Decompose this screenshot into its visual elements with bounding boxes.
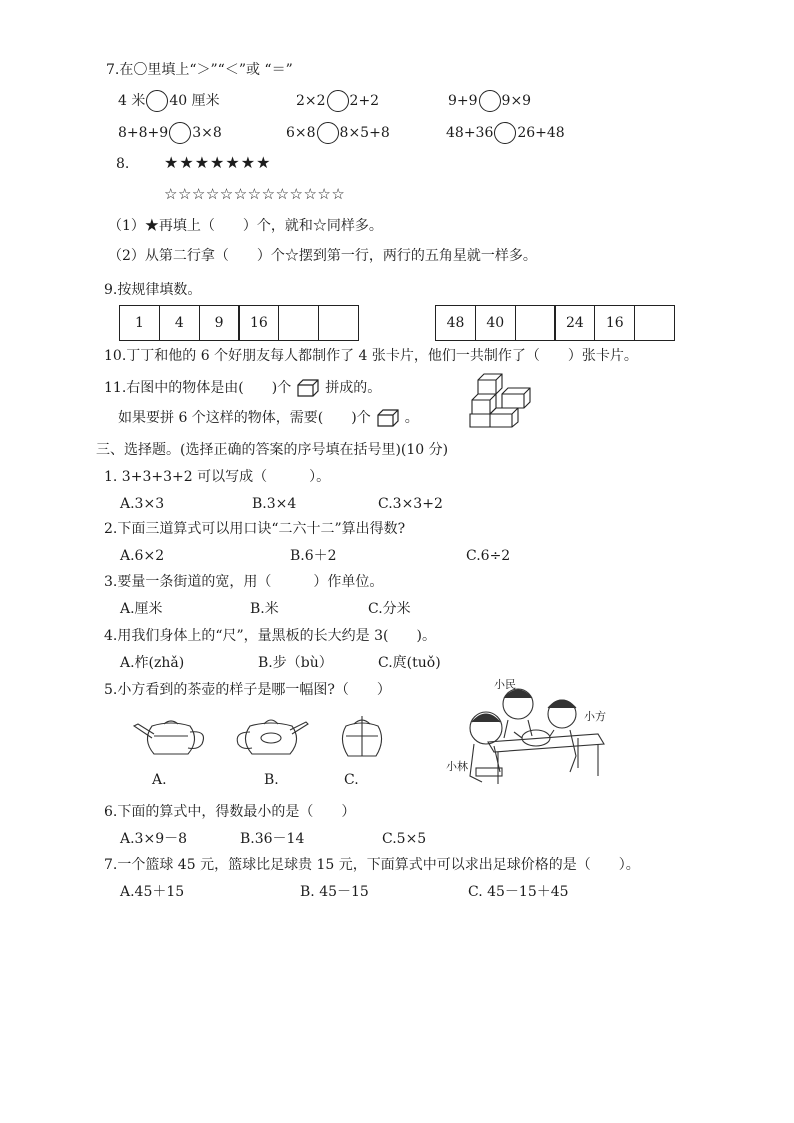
choice-2-question: 2.下面三道算式可以用口诀“二六十二”算出得数?: [104, 521, 406, 537]
cube-icon: [377, 409, 399, 427]
choice-6-a[interactable]: A.3×9－8: [120, 831, 188, 847]
choice-7-a[interactable]: A.45＋15: [120, 884, 185, 900]
q11-text-b: 拼成的。: [325, 380, 382, 396]
choice-6-question: 6.下面的算式中，得数最小的是（ ）: [104, 804, 356, 820]
q7-right: 8×5+8: [339, 125, 390, 141]
compare-circle[interactable]: [146, 90, 168, 112]
q7-item-3: [448, 90, 531, 112]
choice-5-question: 5.小方看到的茶壶的样子是哪一幅图?（ ）: [104, 682, 391, 698]
choice-6-b[interactable]: B.36－14: [240, 831, 305, 847]
q8-white-stars: ☆☆☆☆☆☆☆☆☆☆☆☆☆: [164, 185, 346, 203]
q7-item-5: [286, 122, 390, 144]
choice-2-c[interactable]: C.6÷2: [466, 548, 511, 564]
q8-number: 8.: [116, 156, 130, 172]
choice-7-b[interactable]: B. 45－15: [300, 884, 369, 900]
seq-cell: 48: [435, 305, 476, 341]
q7-right: 2+2: [349, 93, 380, 109]
q8-part-1: （1）★再填上（ ）个，就和☆同样多。: [108, 218, 383, 234]
q11-text-c: 如果要拼 6 个这样的物体，需要( )个: [118, 410, 371, 426]
teapot-side-view-a: [130, 714, 212, 760]
q9-sequence-1: [119, 305, 359, 341]
children-table-illustration: [458, 672, 610, 792]
q7-right: 40 厘米: [169, 93, 220, 109]
choice-4-question: 4.用我们身体上的“尺”，量黑板的长大约是 3( )。: [104, 628, 436, 644]
q7-item-2: [296, 90, 379, 112]
seq-cell-blank[interactable]: [634, 305, 675, 341]
q7-left: 2×2: [296, 93, 326, 109]
choice-2-a[interactable]: A.6×2: [120, 548, 165, 564]
choice-4-c[interactable]: C.庹(tuǒ): [378, 655, 441, 671]
q7-title: 7.在〇里填上“＞”“＜”或 “＝”: [106, 62, 293, 78]
choice-3-a[interactable]: A.厘米: [120, 601, 163, 617]
q7-item-6: [446, 122, 565, 144]
q11-line-2: [118, 408, 419, 428]
q7-left: 6×8: [286, 125, 316, 141]
seq-cell: 24: [554, 305, 595, 341]
compare-circle[interactable]: [169, 122, 191, 144]
child-name-xiaofang: 小方: [584, 710, 606, 723]
choice-4-a[interactable]: A.柞(zhǎ): [120, 655, 185, 671]
choice-1-b[interactable]: B.3×4: [252, 496, 297, 512]
seq-cell: 9: [199, 305, 240, 341]
choice-6-c[interactable]: C.5×5: [382, 831, 427, 847]
section-3-title: 三、选择题。(选择正确的答案的序号填在括号里)(10 分): [96, 442, 449, 458]
q7-item-4: [118, 122, 222, 144]
teapot-label-a[interactable]: A.: [152, 772, 167, 788]
q7-item-1: [118, 90, 220, 112]
q11-line-1: [104, 378, 381, 398]
child-name-xiaomin: 小民: [494, 678, 516, 691]
seq-cell: 1: [119, 305, 160, 341]
q9-title: 9.按规律填数。: [104, 282, 202, 298]
q7-left: 8+8+9: [118, 125, 169, 141]
cube-icon: [297, 379, 319, 397]
q11-text-a: 11.右图中的物体是由( )个: [104, 380, 292, 396]
choice-3-c[interactable]: C.分米: [368, 601, 411, 617]
q8-part-2: （2）从第二行拿（ ）个☆摆到第一行，两行的五角星就一样多。: [108, 248, 537, 264]
seq-cell: 16: [594, 305, 635, 341]
q7-right: 9×9: [501, 93, 532, 109]
compare-circle[interactable]: [327, 90, 349, 112]
q10-text: 10.丁丁和他的 6 个好朋友每人都制作了 4 张卡片，他们一共制作了（ ）张卡片。: [104, 348, 638, 364]
choice-1-a[interactable]: A.3×3: [120, 496, 165, 512]
q11-text-d: 。: [404, 410, 419, 426]
q7-right: 3×8: [192, 125, 222, 141]
choice-4-b[interactable]: B.步（bù）: [258, 655, 333, 671]
cube-stack-figure: [468, 372, 538, 428]
seq-cell: 40: [475, 305, 516, 341]
choice-3-question: 3.要量一条街道的宽，用（ ）作单位。: [104, 574, 384, 590]
choice-1-c[interactable]: C.3×3+2: [378, 496, 443, 512]
compare-circle[interactable]: [494, 122, 516, 144]
teapot-label-b[interactable]: B.: [264, 772, 279, 788]
choice-2-b[interactable]: B.6＋2: [290, 548, 337, 564]
teapot-front-view-c: [338, 712, 386, 762]
q7-right: 26+48: [517, 125, 565, 141]
compare-circle[interactable]: [479, 90, 501, 112]
seq-cell-blank[interactable]: [278, 305, 319, 341]
teapot-label-c[interactable]: C.: [344, 772, 359, 788]
choice-3-b[interactable]: B.米: [250, 601, 279, 617]
seq-cell-blank[interactable]: [515, 305, 556, 341]
child-name-xiaolin: 小林: [446, 760, 468, 773]
q7-left: 4 米: [118, 93, 146, 109]
choice-7-question: 7.一个篮球 45 元，篮球比足球贵 15 元，下面算式中可以求出足球价格的是（ ）。: [104, 857, 640, 873]
q7-left: 48+36: [446, 125, 494, 141]
seq-cell: 16: [238, 305, 279, 341]
choice-1-question: 1. 3+3+3+2 可以写成（ ）。: [104, 469, 331, 485]
seq-cell-blank[interactable]: [318, 305, 359, 341]
teapot-side-view-b: [232, 712, 310, 760]
q7-left: 9+9: [448, 93, 478, 109]
q8-black-stars: ★★★★★★★: [164, 153, 272, 172]
compare-circle[interactable]: [317, 122, 339, 144]
seq-cell: 4: [159, 305, 200, 341]
q9-sequence-2: [435, 305, 675, 341]
choice-7-c[interactable]: C. 45－15＋45: [468, 884, 569, 900]
